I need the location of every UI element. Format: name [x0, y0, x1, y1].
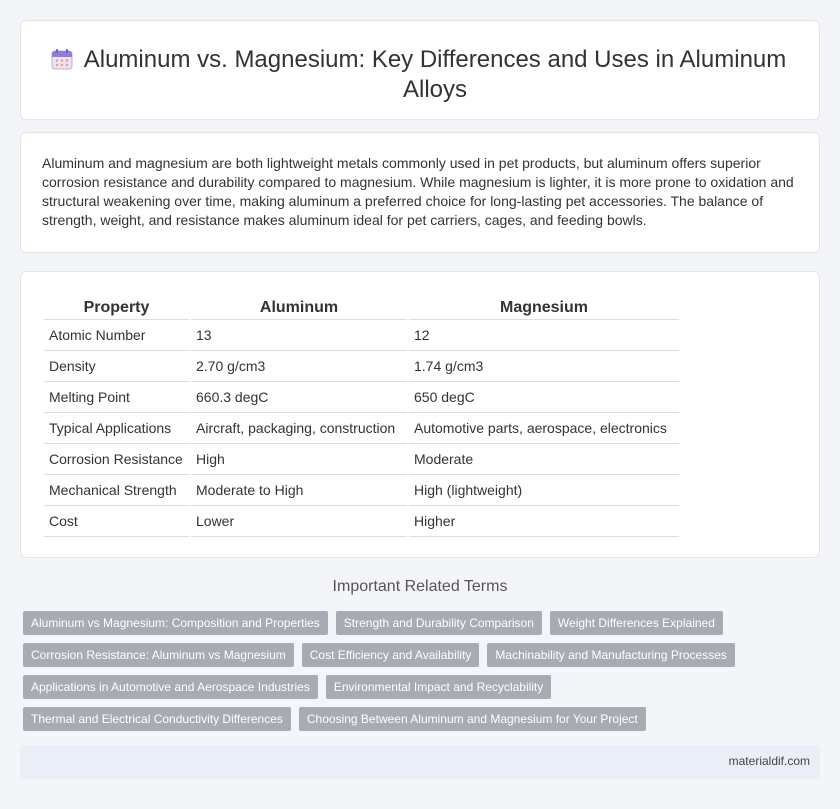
cell-magnesium: Higher [409, 506, 679, 537]
header-magnesium: Magnesium [409, 296, 679, 320]
cell-aluminum: 2.70 g/cm3 [191, 351, 407, 382]
related-term-tag[interactable]: Strength and Durability Comparison [336, 611, 542, 635]
footer [20, 745, 820, 779]
page-title: Aluminum vs. Magnesium: Key Differences and Uses in Aluminum Alloys [83, 46, 787, 103]
cell-property: Density [44, 351, 189, 382]
related-term-tag[interactable]: Choosing Between Aluminum and Magnesium for Your Project [299, 707, 646, 731]
cell-magnesium: 12 [409, 320, 679, 351]
cell-property: Melting Point [44, 382, 189, 413]
cell-magnesium: 650 degC [409, 382, 679, 413]
table-row [44, 382, 679, 413]
comparison-card [20, 271, 820, 558]
header-aluminum: Aluminum [191, 296, 407, 320]
header-property: Property [44, 296, 189, 320]
related-term-tag[interactable]: Machinability and Manufacturing Processes [487, 643, 734, 667]
related-terms-title: Important Related Terms [332, 578, 508, 595]
cell-aluminum: High [191, 444, 407, 475]
intro-card [20, 132, 820, 253]
cell-property: Mechanical Strength [44, 475, 189, 506]
related-term-tag[interactable]: Environmental Impact and Recyclability [326, 675, 551, 699]
related-term-tag[interactable]: Cost Efficiency and Availability [302, 643, 480, 667]
footer-site[interactable]: materialdif.com [728, 754, 810, 768]
cell-aluminum: Moderate to High [191, 475, 407, 506]
table-header-row [44, 296, 679, 320]
table-row [44, 444, 679, 475]
cell-aluminum: 660.3 degC [191, 382, 407, 413]
cell-magnesium: High (lightweight) [409, 475, 679, 506]
cell-aluminum: Lower [191, 506, 407, 537]
table-row [44, 351, 679, 382]
cell-property: Typical Applications [44, 413, 189, 444]
related-term-tag[interactable]: Aluminum vs Magnesium: Composition and Properties [23, 611, 328, 635]
cell-magnesium: Moderate [409, 444, 679, 475]
cell-property: Cost [44, 506, 189, 537]
related-term-tag[interactable]: Thermal and Electrical Conductivity Differences [23, 707, 291, 731]
table-row [44, 320, 679, 351]
related-term-tag[interactable]: Corrosion Resistance: Aluminum vs Magnesium [23, 643, 294, 667]
cell-magnesium: Automotive parts, aerospace, electronics [409, 413, 679, 444]
cell-aluminum: Aircraft, packaging, construction [191, 413, 407, 444]
related-terms-list [23, 611, 823, 739]
cell-property: Corrosion Resistance [44, 444, 189, 475]
related-term-tag[interactable]: Applications in Automotive and Aerospace Industries [23, 675, 318, 699]
intro-paragraph: Aluminum and magnesium are both lightweight metals commonly used in pet products, but aluminum offers superior corrosion resistance and durability compared to magnesium. While magnesium is lighter, it is more prone to oxidation and structural weakening over time, making aluminum a preferred choice for long-lasting pet accessories. The balance of strength, weight, and resistance makes aluminum ideal for pet carriers, cages, and feeding bowls. [42, 155, 794, 228]
related-term-tag[interactable]: Weight Differences Explained [550, 611, 723, 635]
comparison-table [42, 296, 681, 537]
cell-property: Atomic Number [44, 320, 189, 351]
table-row [44, 506, 679, 537]
table-row [44, 413, 679, 444]
cell-aluminum: 13 [191, 320, 407, 351]
table-row [44, 475, 679, 506]
header-card [20, 20, 820, 120]
cell-magnesium: 1.74 g/cm3 [409, 351, 679, 382]
